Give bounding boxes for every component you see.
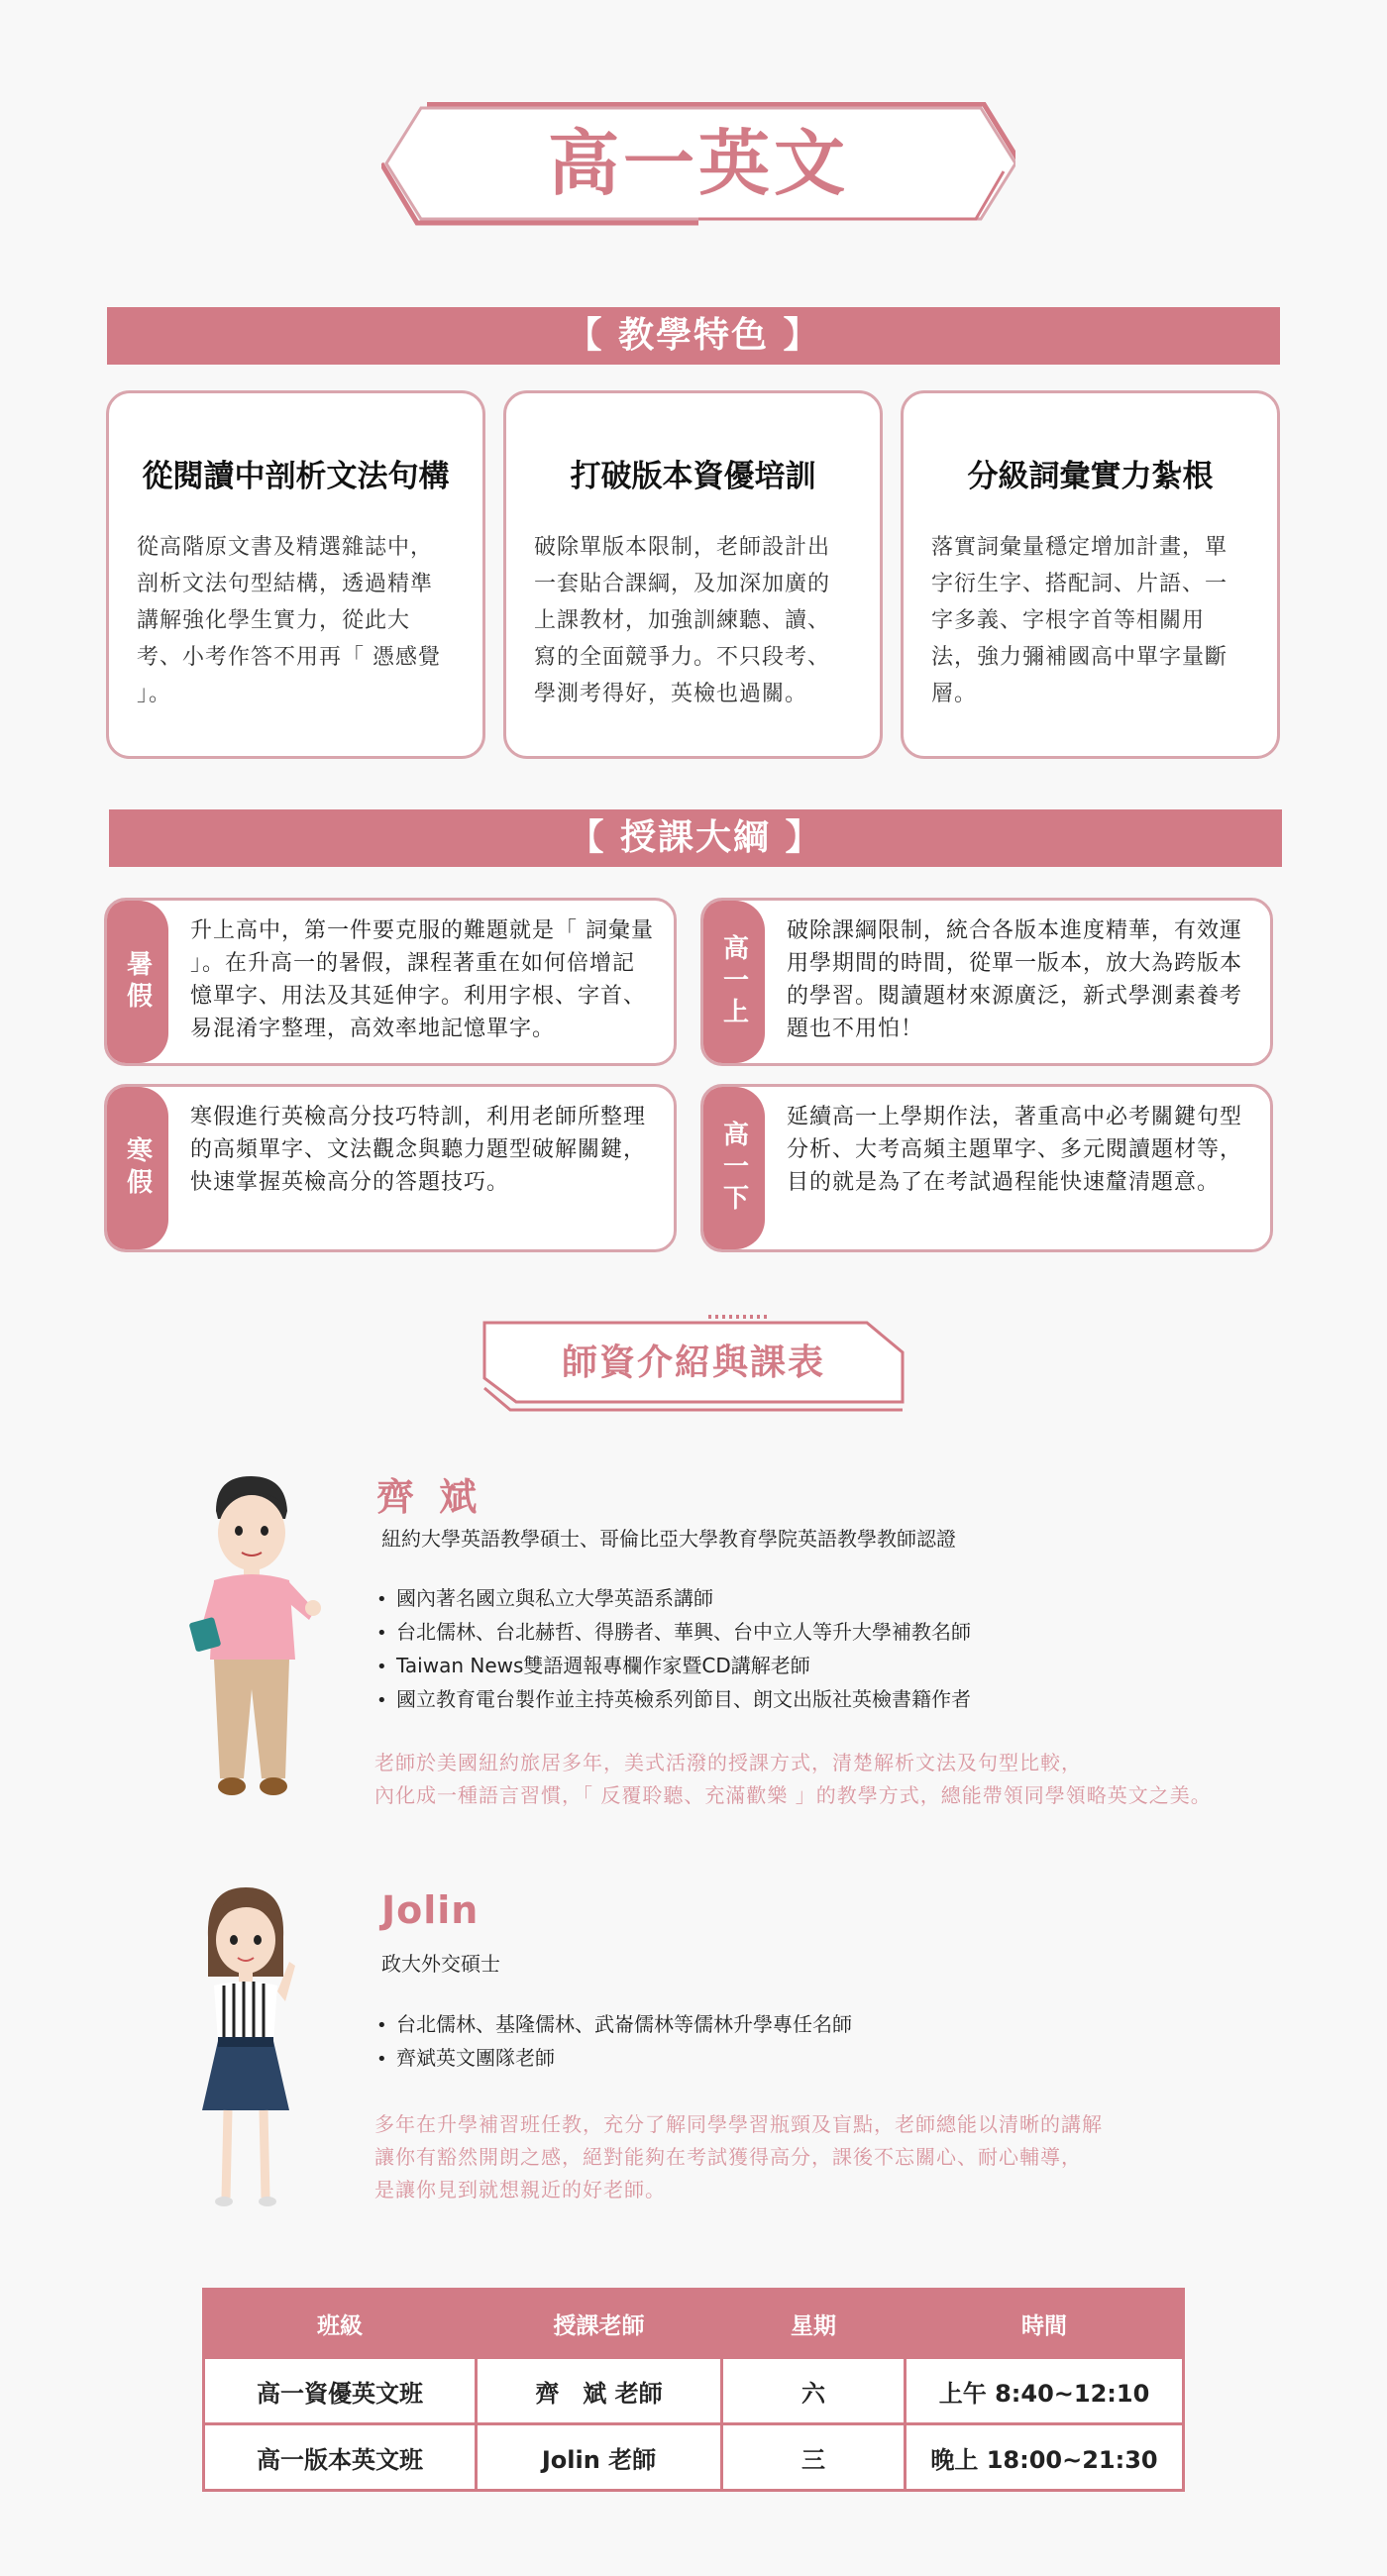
feature-card [106,390,485,759]
description-line: 讓你有豁然開朗之感，絕對能夠在考試獲得高分，課後不忘關心、耐心輔導， [374,2145,1082,2169]
syllabus-item-second-semester [700,1084,1273,1252]
syllabus-item-first-semester [700,898,1273,1066]
title-banner [381,102,1015,226]
teacher-experience-list [376,2008,852,2076]
column-header: 星期 [722,2290,906,2358]
list-item: • 國立教育電台製作並主持英檢系列節目、朗文出版社英檢書籍作者 [376,1683,971,1717]
term-tab [107,1087,168,1249]
term-tab [107,901,168,1063]
teacher-description [374,1747,1266,1812]
description-line: 是讓你見到就想親近的好老師。 [374,2178,666,2201]
list-item: • 台北儒林、台北赫哲、得勝者、華興、台中立人等升大學補教名師 [376,1616,971,1650]
feature-title: 從閱讀中剖析文法句構 [142,459,450,494]
list-item: • 國內著名國立與私立大學英語系講師 [376,1582,971,1616]
teacher-experience-list [376,1582,971,1717]
table-cell: 高一版本英文班 [204,2424,477,2491]
teacher-credential: 紐約大學英語教學碩士、哥倫比亞大學教育學院英語教學教師認證 [381,1527,956,1551]
feature-title: 打破版本資優培訓 [570,459,816,494]
teacher-description [374,2108,1266,2206]
feature-body: 落實詞彙量穩定增加計畫，單字衍生字、搭配詞、片語、一字多義、字根字首等相關用法，強力彌補國高中單字量斷層。 [931,535,1228,706]
teachers-heading-frame [480,1313,907,1412]
feature-body: 從高階原文書及精選雜誌中，剖析文法句型結構，透過精準講解強化學生實力，從此大考、小考作答不用再「 憑感覺 」。 [137,535,441,706]
table-cell: 上午 8:40~12:10 [906,2358,1184,2424]
table-cell: Jolin 老師 [477,2424,722,2491]
syllabus-item-summer [104,898,677,1066]
table-row [204,2424,1184,2491]
table-cell: 三 [722,2424,906,2491]
table-row [204,2358,1184,2424]
list-item: • 台北儒林、基隆儒林、武崙儒林等儒林升學專任名師 [376,2008,852,2042]
term-label: 高一上 [718,934,749,1029]
table-header-row [204,2290,1184,2358]
table-cell: 六 [722,2358,906,2424]
term-tab [703,1087,765,1249]
table-cell: 齊 斌 老師 [477,2358,722,2424]
page-title: 高一英文 [547,122,849,205]
description-line: 內化成一種語言習慣，「 反覆聆聽、充滿歡樂 」的教學方式，總能帶領同學領略英文之美。 [374,1783,1212,1807]
teacher-name: Jolin [381,1888,480,1932]
term-text: 升上高中，第一件要克服的難題就是「 詞彙量 」。在升高一的暑假，課程著重在如何倍增記憶單字、用法及其延伸字。利用字根、字首、易混淆字整理，高效率地記憶單字。 [190,918,654,1041]
class-schedule-table [202,2288,1185,2492]
table-cell: 高一資優英文班 [204,2358,477,2424]
feature-card [503,390,883,759]
teacher-name: 齊 斌 [376,1475,483,1519]
term-label: 暑假 [122,950,153,1014]
syllabus-heading: 【 授課大綱 】 [109,809,1282,867]
feature-card [901,390,1280,759]
term-label: 寒假 [122,1136,153,1200]
term-text: 寒假進行英檢高分技巧特訓，利用老師所整理的高頻單字、文法觀念與聽力題型破解關鍵，快速掌握英檢高分的答題技巧。 [190,1105,647,1195]
teacher-qi-bin-avatar [186,1471,325,1808]
teacher-jolin-avatar [186,1882,305,2219]
term-tab [703,901,765,1063]
column-header: 時間 [906,2290,1184,2358]
syllabus-item-winter [104,1084,677,1252]
term-text: 破除課綱限制，統合各版本進度精華，有效運用學期間的時間，從單一版本，放大為跨版本的學習。閱讀題材來源廣泛，新式學測素養考題也不用怕！ [787,918,1243,1041]
table-cell: 晚上 18:00~21:30 [906,2424,1184,2491]
teachers-heading: 師資介紹與課表 [561,1342,825,1383]
list-item: • 齊斌英文團隊老師 [376,2042,852,2076]
feature-title: 分級詞彙實力紮根 [967,459,1214,494]
term-text: 延續高一上學期作法，著重高中必考關鍵句型分析、大考高頻主題單字、多元閱讀題材等，目的就是為了在考試過程能快速釐清題意。 [787,1105,1243,1195]
column-header: 班級 [204,2290,477,2358]
column-header: 授課老師 [477,2290,722,2358]
description-line: 多年在升學補習班任教，充分了解同學學習瓶頸及盲點，老師總能以清晰的講解 [374,2112,1103,2136]
feature-body: 破除單版本限制，老師設計出一套貼合課綱，及加深加廣的上課教材，加強訓練聽、讀、寫的全面競爭力。不只段考、學測考得好，英檢也過關。 [534,535,831,706]
term-label: 高一下 [718,1121,749,1216]
features-heading: 【 教學特色 】 [107,307,1280,365]
teacher-credential: 政大外交碩士 [381,1952,500,1976]
list-item: • Taiwan News雙語週報專欄作家暨CD講解老師 [376,1650,971,1683]
description-line: 老師於美國紐約旅居多年，美式活潑的授課方式，清楚解析文法及句型比較， [374,1751,1082,1774]
